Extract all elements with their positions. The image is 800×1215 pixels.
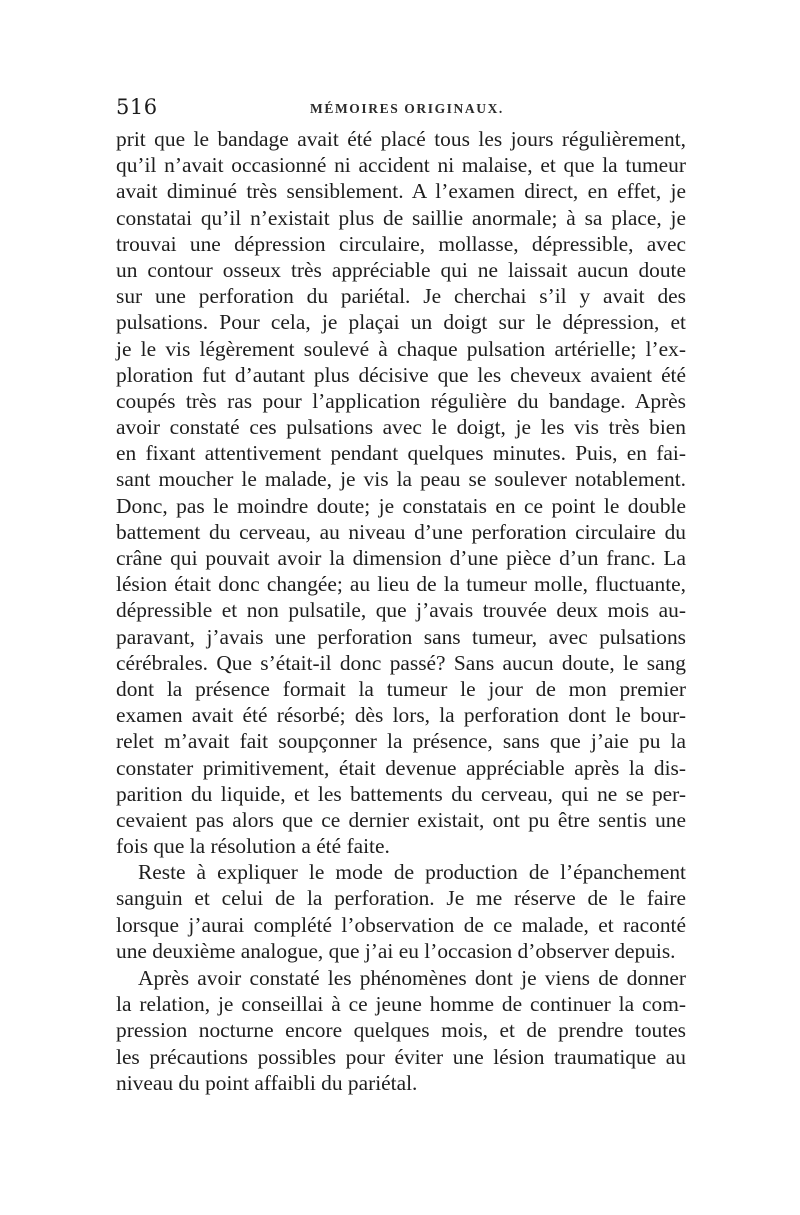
text-line: Reste à expliquer le mode de production de l’épanchement xyxy=(138,860,686,885)
text-line: dépressible et non pulsatile, que j’avais trouvée deux mois au- xyxy=(116,598,686,623)
paragraph xyxy=(116,859,686,964)
text-line: la relation, je conseillai à ce jeune homme de continuer la com- xyxy=(116,992,686,1017)
text-line: Donc, pas le moindre doute; je constatais en ce point le double xyxy=(116,493,686,518)
text-line: cevaient pas alors que ce dernier existait, ont pu être sentis une xyxy=(116,807,686,832)
text-line: crâne qui pouvait avoir la dimension d’une pièce d’un franc. La xyxy=(116,546,686,570)
text-line: ploration fut d’autant plus décisive que les cheveux avaient été xyxy=(116,362,686,387)
text-line: les précautions possibles pour éviter une lésion traumatique au xyxy=(116,1044,686,1069)
text-line: un contour osseux très appréciable qui ne laissait aucun doute xyxy=(116,257,686,282)
text-line: avait diminué très sensiblement. A l’examen direct, en effet, je xyxy=(116,179,686,204)
text-line: qu’il n’avait occasionné ni accident ni malaise, et que la tumeur xyxy=(116,153,686,178)
text-line: constatai qu’il n’existait plus de saillie anormale; à sa place, je xyxy=(116,205,686,230)
running-title: MÉMOIRES ORIGINAUX. xyxy=(310,101,504,116)
text-line: en fixant attentivement pendant quelques minutes. Puis, en fai- xyxy=(116,441,686,466)
text-line: je le vis légèrement soulevé à chaque pulsation artérielle; l’ex- xyxy=(116,336,686,361)
text-line: paravant, j’avais une perforation sans tumeur, avec pulsations xyxy=(116,624,686,649)
text-line: lésion était donc changée; au lieu de la tumeur molle, fluctuante, xyxy=(116,572,686,597)
text-line: relet m’avait fait soupçonner la présence, sans que j’aie pu la xyxy=(116,729,686,754)
text-line: pulsations. Pour cela, je plaçai un doigt sur le dépression, et xyxy=(116,310,686,335)
text-line: sanguin et celui de la perforation. Je me réserve de le faire xyxy=(116,886,686,911)
text-line: niveau du point affaibli du pariétal. xyxy=(116,1070,418,1095)
text-line: une deuxième analogue, que j’ai eu l’occasion d’observer depuis. xyxy=(116,938,676,963)
paragraph xyxy=(116,965,686,1096)
text-line: pression nocturne encore quelques mois, et de prendre toutes xyxy=(116,1018,686,1043)
text-line: coupés très ras pour l’application régulière du bandage. Après xyxy=(116,388,686,413)
text-line: Après avoir constaté les phénomènes dont je viens de donner xyxy=(138,966,686,990)
text-line: constater primitivement, était devenue appréciable après la dis- xyxy=(116,755,686,780)
text-line: prit que le bandage avait été placé tous les jours régulièrement, xyxy=(116,127,686,151)
text-line: battement du cerveau, au niveau d’une perforation circulaire du xyxy=(116,519,686,544)
text-line: sur une perforation du pariétal. Je cherchai s’il y avait des xyxy=(116,284,686,309)
page-number: 516 xyxy=(116,95,158,119)
text-line: examen avait été résorbé; dès lors, la perforation dont le bour- xyxy=(116,703,686,728)
body-text xyxy=(116,126,686,1096)
text-line: lorsque j’aurai complété l’observation de ce malade, et raconté xyxy=(116,912,686,937)
text-line: parition du liquide, et les battements du cerveau, qui ne se per- xyxy=(116,781,686,806)
text-line: trouvai une dépression circulaire, mollasse, dépressible, avec xyxy=(116,231,686,256)
text-line: fois que la résolution a été faite. xyxy=(116,834,390,859)
text-line: cérébrales. Que s’était-il donc passé? Sans aucun doute, le sang xyxy=(116,650,686,675)
text-line: avoir constaté ces pulsations avec le doigt, je les vis très bien xyxy=(116,415,686,440)
page-header xyxy=(116,95,686,125)
text-line: dont la présence formait la tumeur le jour de mon premier xyxy=(116,676,686,701)
paragraph xyxy=(116,126,686,859)
text-line: sant moucher le malade, je vis la peau se soulever notablement. xyxy=(116,467,686,492)
